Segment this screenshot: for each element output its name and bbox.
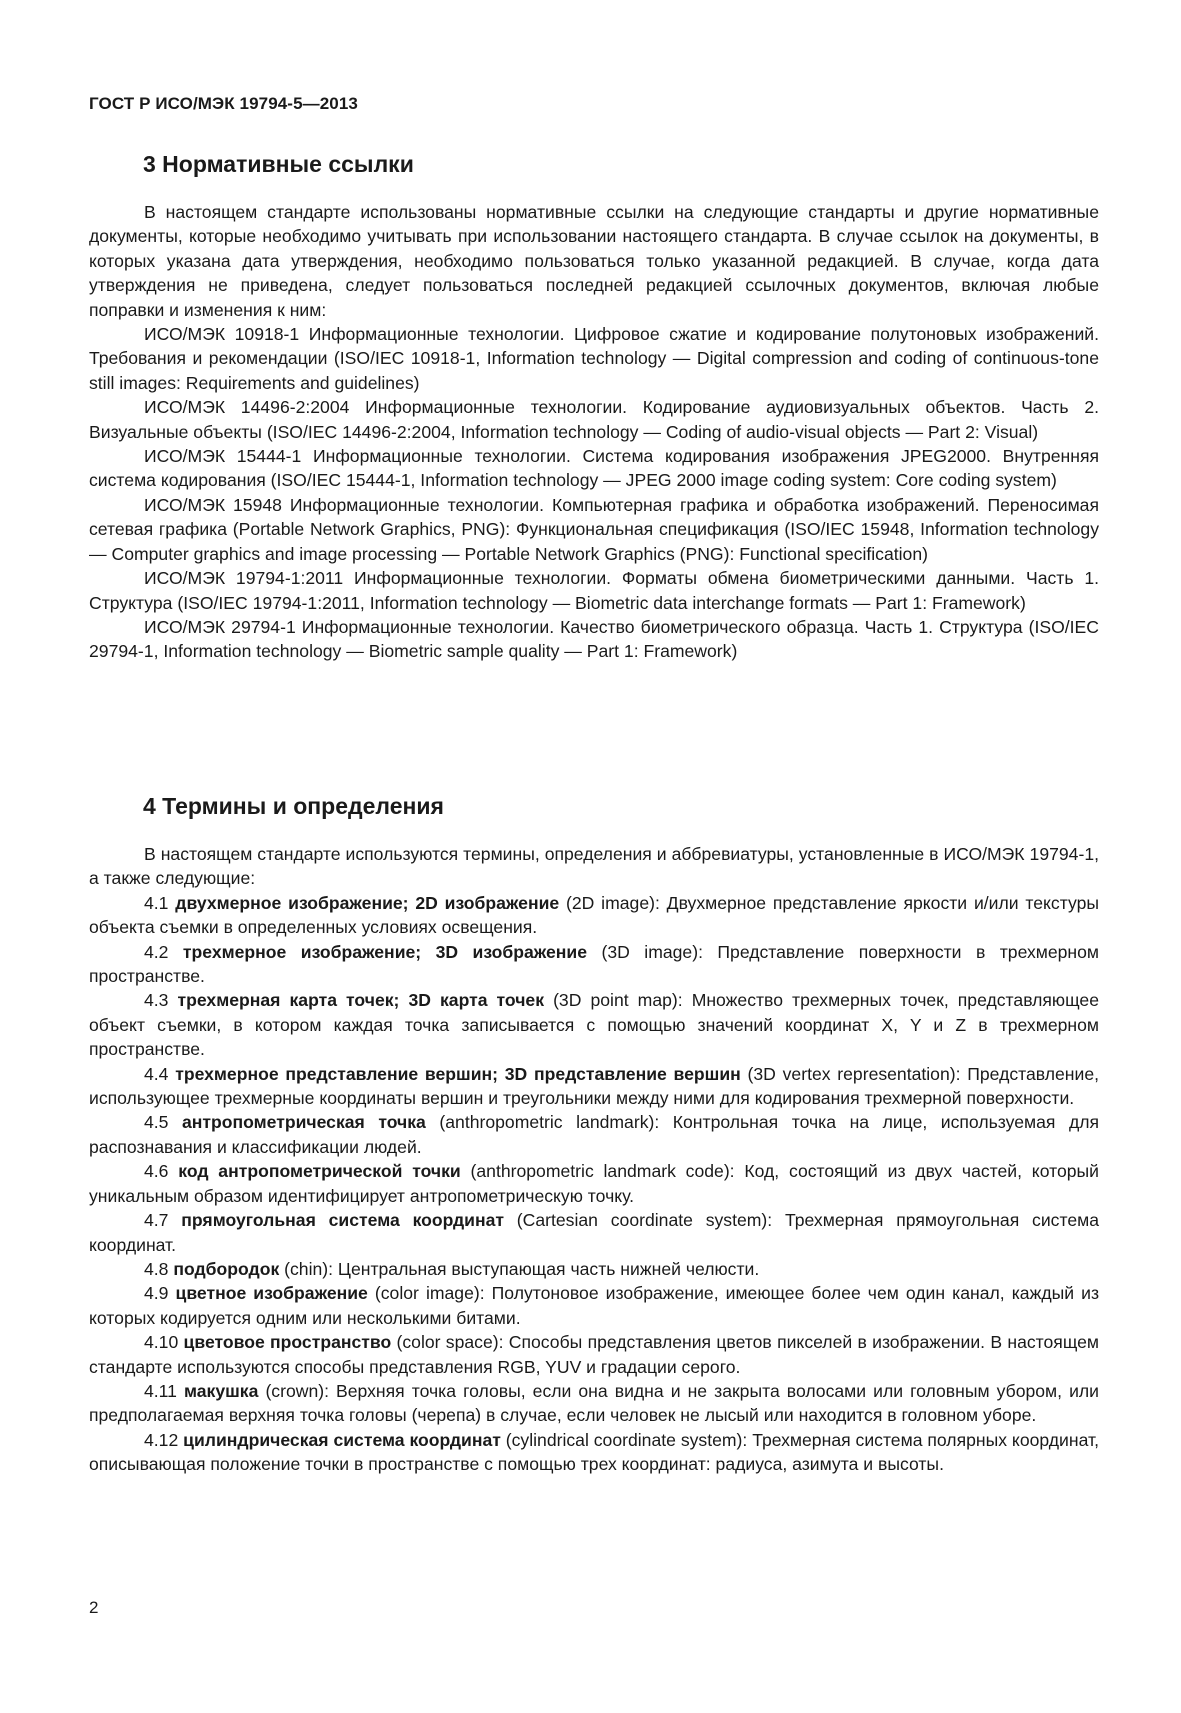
term-definition: (3D vertex representation): Представление, использующее трехмерные координаты вершин и треугольники между ними для кодирования трехмерной поверхности. <box>89 1063 1099 1109</box>
term-name: цилиндрическая система координат <box>183 1429 501 1450</box>
term-entry <box>89 1281 1099 1330</box>
reference-item: ИСО/МЭК 10918-1 Информационные технологии. Цифровое сжатие и кодирование полутоновых изображений. Требования и рекомендации (ISO/IEC 10918-1, Information technology — Digital compression and coding of continuous-tone still images: Requirements and guidelines) <box>89 324 1099 393</box>
term-definition: (anthropometric landmark): Контрольная точка на лице, используемая для распознавания и классификации людей. <box>89 1112 1099 1157</box>
term-number: 4.12 <box>144 1429 179 1450</box>
term-entry <box>89 1110 1099 1159</box>
term-definition: (3D point map): Множество трехмерных точек, представляющее объект съемки, в котором каждая точка записывается с помощью значений координат X, Y и Z в трехмерном пространстве. <box>89 990 1099 1060</box>
term-name: код антропометрической точки <box>178 1161 461 1182</box>
term-name: прямоугольная система координат <box>181 1210 504 1231</box>
section-terms-and-definitions <box>89 792 1099 1477</box>
term-definition: (Cartesian coordinate system): Трехмерная прямоугольная система координат. <box>89 1210 1099 1255</box>
section-title: 4 Термины и определения <box>143 793 444 819</box>
term-entry <box>89 1330 1099 1379</box>
section-normative-references <box>89 150 1099 664</box>
term-name: цветовое пространство <box>183 1332 392 1353</box>
term-name: антропометрическая точка <box>182 1112 426 1133</box>
term-number: 4.5 <box>144 1112 169 1133</box>
term-entry <box>89 1428 1099 1477</box>
term-number: 4.4 <box>144 1063 169 1084</box>
term-number: 4.2 <box>144 941 169 962</box>
term-name: трехмерное изображение; 3D изображение <box>182 941 588 962</box>
term-entry <box>89 940 1099 989</box>
term-definition: (cylindrical coordinate system): Трехмерная система полярных координат, описывающая положение точки в пространстве с помощью трех координат: радиуса, азимута и высоты. <box>89 1429 1099 1475</box>
term-name: подбородок <box>173 1258 280 1279</box>
term-definition: (color space): Способы представления цветов пикселей в изображении. В настоящем стандарте используются способы представления RGB, YUV и градации серого. <box>89 1332 1099 1377</box>
reference-item: ИСО/МЭК 15444-1 Информационные технологии. Система кодирования изображения JPEG2000. Внутренняя система кодирования (ISO/IEC 15444-1, Information technology — JPEG 2000 image coding system: Core coding system) <box>89 446 1099 491</box>
term-entry <box>89 988 1099 1061</box>
term-number: 4.3 <box>144 990 169 1011</box>
reference-item: ИСО/МЭК 29794-1 Информационные технологии. Качество биометрического образца. Часть 1. Структура (ISO/IEC 29794-1, Information technology — Biometric sample quality — Part 1: Framework) <box>89 616 1099 662</box>
document-header: ГОСТ Р ИСО/МЭК 19794-5—2013 <box>89 94 358 113</box>
term-entry <box>89 1159 1099 1208</box>
term-number: 4.11 <box>144 1380 177 1401</box>
term-definition: (3D image): Представление поверхности в трехмерном пространстве. <box>89 941 1100 987</box>
term-entry <box>89 1379 1099 1428</box>
term-number: 4.7 <box>144 1210 169 1231</box>
term-definition: (2D image): Двухмерное представление яркости и/или текстуры объекта съемки в определенных условиях освещения. <box>89 892 1100 938</box>
term-entry <box>89 891 1099 940</box>
section-title: 3 Нормативные ссылки <box>143 151 414 177</box>
term-name: двухмерное изображение; 2D изображение <box>175 892 560 913</box>
term-name: трехмерное представление вершин; 3D представление вершин <box>175 1063 741 1084</box>
term-definition: (crown): Верхняя точка головы, если она видна и не закрыта волосами или головным убором, или предполагаемая верхняя точка головы (черепа) в случае, если человек не лысый или находится в головном уборе. <box>89 1380 1099 1426</box>
reference-item: ИСО/МЭК 19794-1:2011 Информационные технологии. Форматы обмена биометрическими данными. Часть 1. Структура (ISO/IEC 19794-1:2011, Information technology — Biometric data interchange formats — Part 1: Framework) <box>89 568 1099 613</box>
term-number: 4.6 <box>144 1161 169 1182</box>
section-intro: В настоящем стандарте использованы нормативные ссылки на следующие стандарты и другие нормативные документы, которые необходимо учитывать при использовании настоящего стандарта. В случае ссылок на документы, в которых указана дата утверждения, необходимо пользоваться только указанной редакцией. В случае, когда дата утверждения не приведена, следует пользоваться последней редакцией ссылочных документов, включая любые поправки и изменения к ним: <box>89 202 1099 320</box>
term-definition: (chin): Центральная выступающая часть нижней челюсти. <box>284 1258 760 1279</box>
term-entry <box>89 1062 1099 1111</box>
term-definition: (anthropometric landmark code): Код, состоящий из двух частей, который уникальным образом идентифицирует антропометрическую точку. <box>89 1161 1099 1206</box>
term-entry <box>89 1208 1099 1257</box>
term-number: 4.8 <box>144 1258 169 1279</box>
term-number: 4.1 <box>144 892 169 913</box>
term-definition: (color image): Полутоновое изображение, имеющее более чем один канал, каждый из которых кодируется одним или несколькими битами. <box>89 1283 1100 1328</box>
term-name: макушка <box>183 1380 259 1401</box>
section-intro: В настоящем стандарте используются термины, определения и аббревиатуры, установленные в ИСО/МЭК 19794-1, а также следующие: <box>89 844 1099 889</box>
page-number: 2 <box>89 1598 99 1617</box>
reference-item: ИСО/МЭК 14496-2:2004 Информационные технологии. Кодирование аудиовизуальных объектов. Часть 2. Визуальные объекты (ISO/IEC 14496-2:2004, Information technology — Coding of audio-visual objects — Part 2: Visual) <box>89 397 1099 442</box>
term-name: трехмерная карта точек; 3D карта точек <box>177 990 545 1011</box>
term-entry <box>89 1257 1099 1281</box>
term-number: 4.10 <box>144 1332 179 1353</box>
term-name: цветное изображение <box>175 1283 368 1304</box>
term-number: 4.9 <box>144 1283 169 1304</box>
reference-item: ИСО/МЭК 15948 Информационные технологии. Компьютерная графика и обработка изображений. Переносимая сетевая графика (Portable Network Graphics, PNG): Функциональная спецификация (ISO/IEC 15948, Information technology — Computer graphics and image processing — Portable Network Graphics (PNG): Functional specification) <box>89 494 1099 564</box>
